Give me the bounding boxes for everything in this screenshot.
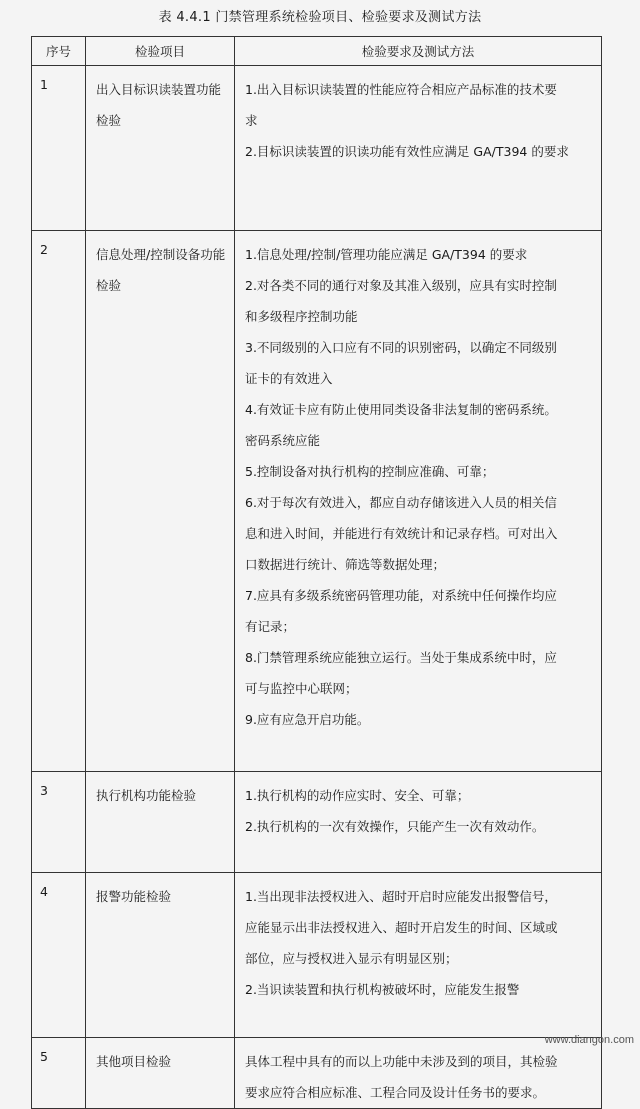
inspection-item: 其他项目检验 (86, 1038, 235, 1109)
requirement-cell (235, 66, 602, 231)
requirement-line: 应能显示出非法授权进入、超时开启发生的时间、区域或 (245, 920, 558, 935)
requirement-line: 要求应符合相应标准、工程合同及设计任务书的要求。 (245, 1085, 546, 1100)
inspection-item: 出入目标识读装置功能检验 (86, 66, 235, 231)
requirement-line: 求 (245, 113, 258, 128)
requirement-line: 8.门禁管理系统应能独立运行。当处于集成系统中时，应 (245, 650, 557, 665)
requirement-line: 2.目标识读装置的识读功能有效性应满足 GA/T394 的要求 (245, 144, 569, 159)
requirement-line: 口数据进行统计、筛选等数据处理； (245, 557, 446, 572)
table-title: 表 4.4.1 门禁管理系统检验项目、检验要求及测试方法 (158, 10, 482, 25)
requirement-line: 2.执行机构的一次有效操作，只能产生一次有效动作。 (245, 819, 545, 834)
table-row (32, 1038, 602, 1109)
requirement-line: 证卡的有效进入 (245, 371, 333, 386)
requirement-line: 4.有效证卡应有防止使用同类设备非法复制的密码系统。 (245, 402, 557, 417)
requirement-line: 和多级程序控制功能 (245, 309, 358, 324)
table-row (32, 66, 602, 231)
requirement-line: 6.对于每次有效进入，都应自动存储该进入人员的相关信 (245, 495, 557, 510)
requirement-line: 1.执行机构的动作应实时、安全、可靠； (245, 788, 470, 803)
requirement-line: 具体工程中具有的而以上功能中未涉及到的项目，其检验 (245, 1054, 558, 1069)
requirement-line: 5.控制设备对执行机构的控制应准确、可靠； (245, 464, 495, 479)
requirement-line: 2.当识读装置和执行机构被破坏时，应能发生报警 (245, 982, 520, 997)
requirement-line: 3.不同级别的入口应有不同的识别密码，以确定不同级别 (245, 340, 557, 355)
table-row (32, 873, 602, 1038)
inspection-table (31, 36, 602, 1109)
row-number: 5 (32, 1038, 86, 1109)
requirement-line: 密码系统应能 (245, 433, 321, 448)
row-number: 3 (32, 772, 86, 873)
inspection-item: 报警功能检验 (86, 873, 235, 1038)
requirement-cell (235, 873, 602, 1038)
requirement-cell (235, 772, 602, 873)
requirement-cell (235, 231, 602, 772)
requirement-line: 可与监控中心联网； (245, 681, 358, 696)
header-requirement: 检验要求及测试方法 (235, 37, 602, 66)
requirement-line: 1.信息处理/控制/管理功能应满足 GA/T394 的要求 (245, 247, 528, 262)
requirement-cell (235, 1038, 602, 1109)
row-number: 4 (32, 873, 86, 1038)
table-row (32, 231, 602, 772)
header-no: 序号 (32, 37, 86, 66)
requirement-line: 2.对各类不同的通行对象及其准入级别，应具有实时控制 (245, 278, 557, 293)
table-header-row (32, 37, 602, 66)
requirement-line: 有记录； (245, 619, 296, 634)
inspection-item: 信息处理/控制设备功能检验 (86, 231, 235, 772)
requirement-line: 7.应具有多级系统密码管理功能，对系统中任何操作均应 (245, 588, 557, 603)
row-number: 1 (32, 66, 86, 231)
header-item: 检验项目 (86, 37, 235, 66)
requirement-line: 部位，应与授权进入显示有明显区别； (245, 951, 458, 966)
requirement-line: 息和进入时间，并能进行有效统计和记录存档。可对出入 (245, 526, 558, 541)
inspection-item: 执行机构功能检验 (86, 772, 235, 873)
requirement-line: 1.出入目标识读装置的性能应符合相应产品标准的技术要 (245, 82, 557, 97)
site-watermark: www.diangon.com (544, 1034, 634, 1046)
requirement-line: 9.应有应急开启功能。 (245, 712, 370, 727)
requirement-line: 1.当出现非法授权进入、超时开启时应能发出报警信号， (245, 889, 557, 904)
row-number: 2 (32, 231, 86, 772)
table-row (32, 772, 602, 873)
